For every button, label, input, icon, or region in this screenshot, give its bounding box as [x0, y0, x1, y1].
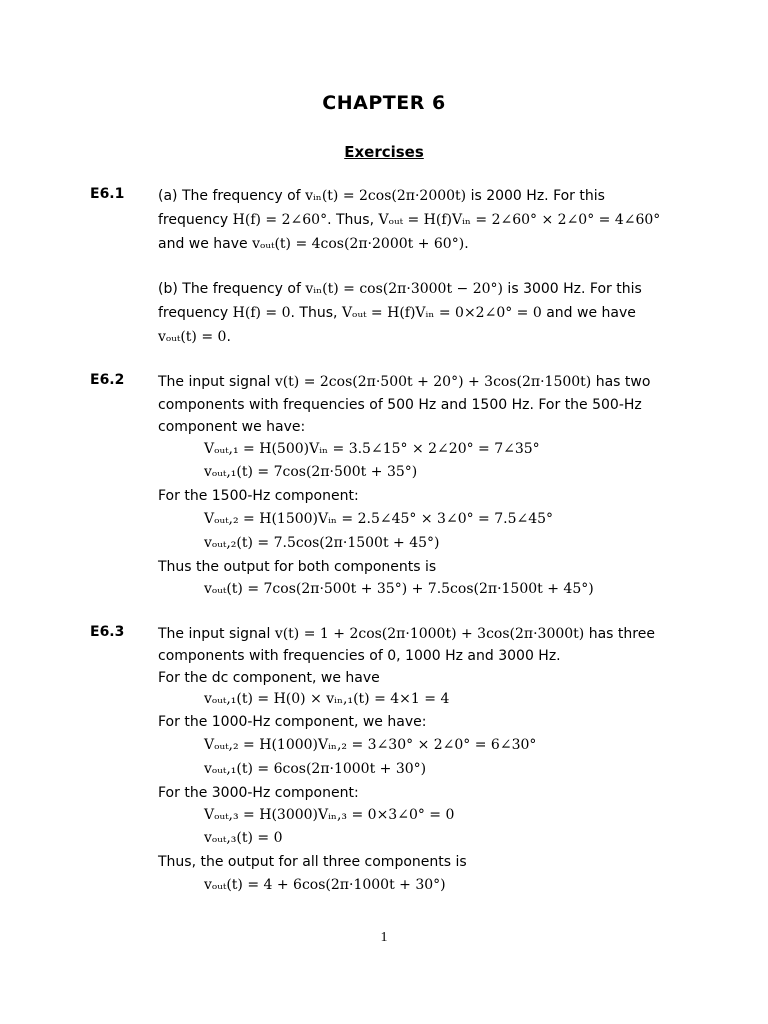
e6-2-equation-3: Vₒᵤₜ,₂ = H(1500)Vᵢₙ = 2.5∠45° × 3∠0° = 7.5∠45° [204, 511, 554, 527]
e6-3-line-6: Thus, the output for all three components is [158, 854, 467, 870]
e6-2-line-3: component we have: [158, 419, 306, 435]
e6-2-equation-1: Vₒᵤₜ,₁ = H(500)Vᵢₙ = 3.5∠15° × 2∠20° = 7∠35° [204, 441, 540, 457]
e6-3-line-3: For the dc component, we have [158, 670, 380, 686]
section-title: Exercises [344, 143, 424, 161]
e6-3-equation-4: Vₒᵤₜ,₃ = H(3000)Vᵢₙ,₃ = 0×3∠0° = 0 [204, 807, 455, 823]
e6-2-line-1: The input signal v(t) = 2cos(2π·500t + 20°) + 3cos(2π·1500t) has two [158, 374, 651, 390]
e6-3-line-4: For the 1000-Hz component, we have: [158, 714, 427, 730]
exercise-label-e6-3: E6.3 [90, 624, 125, 640]
e6-1-line-a1: (a) The frequency of vᵢₙ(t) = 2cos(2π·2000t) is 2000 Hz. For this [158, 188, 605, 204]
e6-3-equation-2: Vₒᵤₜ,₂ = H(1000)Vᵢₙ,₂ = 3∠30° × 2∠0° = 6∠30° [204, 737, 537, 753]
e6-2-line-2: components with frequencies of 500 Hz and 1500 Hz. For the 500-Hz [158, 397, 642, 413]
e6-3-equation-3: vₒᵤₜ,₁(t) = 6cos(2π·1000t + 30°) [204, 761, 427, 777]
e6-2-equation-2: vₒᵤₜ,₁(t) = 7cos(2π·500t + 35°) [204, 464, 418, 480]
e6-3-line-5: For the 3000-Hz component: [158, 785, 359, 801]
e6-3-equation-1: vₒᵤₜ,₁(t) = H(0) × vᵢₙ,₁(t) = 4×1 = 4 [204, 691, 450, 707]
e6-3-line-2: components with frequencies of 0, 1000 Hz and 3000 Hz. [158, 648, 561, 664]
chapter-title: CHAPTER 6 [322, 92, 446, 114]
exercise-label-e6-2: E6.2 [90, 372, 125, 388]
e6-2-equation-4: vₒᵤₜ,₂(t) = 7.5cos(2π·1500t + 45°) [204, 535, 440, 551]
e6-1-line-b1: (b) The frequency of vᵢₙ(t) = cos(2π·3000t − 20°) is 3000 Hz. For this [158, 281, 642, 297]
e6-1-line-a2: frequency H(f) = 2∠60°. Thus, Vₒᵤₜ = H(f)Vᵢₙ = 2∠60° × 2∠0° = 4∠60° [158, 212, 661, 228]
e6-3-line-1: The input signal v(t) = 1 + 2cos(2π·1000t) + 3cos(2π·3000t) has three [158, 626, 655, 642]
e6-1-line-b3: vₒᵤₜ(t) = 0. [158, 329, 231, 345]
e6-1-line-a3: and we have vₒᵤₜ(t) = 4cos(2π·2000t + 60°). [158, 236, 469, 252]
e6-3-equation-5: vₒᵤₜ,₃(t) = 0 [204, 830, 283, 846]
page-number: 1 [380, 930, 388, 945]
e6-1-line-b2: frequency H(f) = 0. Thus, Vₒᵤₜ = H(f)Vᵢₙ = 0×2∠0° = 0 and we have [158, 305, 636, 321]
e6-2-line-4: For the 1500-Hz component: [158, 488, 359, 504]
e6-3-equation-6: vₒᵤₜ(t) = 4 + 6cos(2π·1000t + 30°) [204, 877, 446, 893]
e6-2-line-5: Thus the output for both components is [158, 559, 437, 575]
exercise-label-e6-1: E6.1 [90, 186, 125, 202]
e6-2-equation-5: vₒᵤₜ(t) = 7cos(2π·500t + 35°) + 7.5cos(2π·1500t + 45°) [204, 581, 594, 597]
